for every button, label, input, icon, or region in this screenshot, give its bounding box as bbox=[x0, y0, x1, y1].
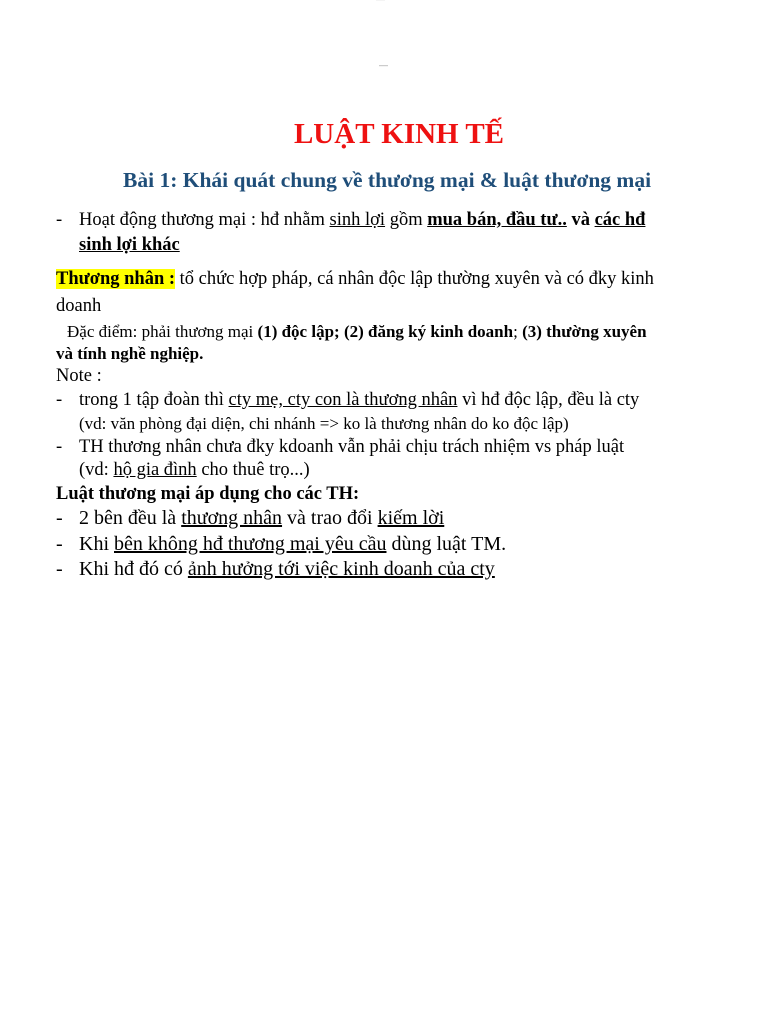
bullet-dash: - bbox=[56, 437, 63, 457]
activity-line-1 bbox=[79, 208, 645, 233]
merchant-line-1 bbox=[56, 267, 654, 292]
merchant-label: Thương nhân : bbox=[56, 269, 176, 289]
features-prefix: Đặc điểm: phải thương mại bbox=[67, 322, 258, 341]
features-line-2: và tính nghề nghiệp. bbox=[56, 344, 204, 363]
note-label: Note : bbox=[56, 366, 102, 386]
note-item-2-ex-prefix: (vd: bbox=[79, 460, 114, 480]
law-apply-item-2-underlined: bên không hđ thương mại yêu cầu bbox=[114, 533, 387, 555]
bullet-dash: - bbox=[56, 533, 63, 555]
note-item-1 bbox=[79, 388, 639, 413]
activity-line-2: sinh lợi khác bbox=[79, 235, 180, 255]
note-item-1-suffix: vì hđ độc lập, đều là cty bbox=[457, 390, 640, 410]
law-apply-item-1-underlined-2: kiếm lời bbox=[377, 507, 445, 529]
activity-and: và bbox=[566, 210, 595, 230]
law-apply-heading: Luật thương mại áp dụng cho các TH: bbox=[56, 484, 360, 504]
law-apply-item-1-text-2: và trao đổi bbox=[282, 507, 378, 529]
activity-prefix: Hoạt động thương mại : hđ nhằm bbox=[79, 210, 330, 230]
law-apply-item-2-text: Khi bbox=[79, 533, 114, 555]
features-bold-1: (1) độc lập; (2) đăng ký kinh doanh bbox=[257, 322, 514, 341]
bullet-dash: - bbox=[56, 558, 63, 580]
document-title: LUẬT KINH TẾ bbox=[293, 118, 505, 150]
law-apply-item-1-underlined-1: thương nhân bbox=[181, 507, 283, 529]
document-subtitle: Bài 1: Khái quát chung về thương mại & luật thương mại bbox=[123, 168, 652, 192]
features-bold-2: (3) thường xuyên bbox=[522, 322, 647, 341]
note-item-2-ex-suffix: cho thuê trọ...) bbox=[196, 460, 310, 480]
activity-mid: gồm bbox=[385, 210, 428, 230]
note-item-2-ex-underlined: hộ gia đình bbox=[113, 460, 197, 480]
header-mark-top bbox=[376, 0, 385, 4]
note-item-1-prefix: trong 1 tập đoàn thì bbox=[79, 390, 229, 410]
activity-bold-1: mua bán, đầu tư.. bbox=[427, 210, 567, 230]
law-apply-item-3-underlined: ảnh hưởng tới việc kinh doanh của cty bbox=[187, 558, 495, 580]
law-apply-item-3 bbox=[79, 557, 495, 582]
bullet-dash: - bbox=[56, 390, 63, 410]
activity-bold-2a: các hđ bbox=[594, 210, 646, 230]
note-item-2-example bbox=[79, 458, 310, 483]
header-mark-mid: — bbox=[379, 60, 388, 70]
note-item-2: TH thương nhân chưa đky kdoanh vẫn phải chịu trách nhiệm vs pháp luật bbox=[79, 437, 625, 457]
note-item-1-underlined: cty mẹ, cty con là thương nhân bbox=[228, 390, 458, 410]
note-item-1-example: (vd: văn phòng đại diện, chi nhánh => ko là thương nhân do ko độc lập) bbox=[79, 414, 569, 433]
law-apply-item-2-text-2: dùng luật TM. bbox=[386, 533, 507, 555]
activity-underlined: sinh lợi bbox=[329, 210, 386, 230]
bullet-dash: - bbox=[56, 507, 63, 529]
bullet-dash: - bbox=[56, 210, 63, 230]
law-apply-item-1-text: 2 bên đều là bbox=[79, 507, 182, 529]
law-apply-item-3-text: Khi hđ đó có bbox=[79, 558, 188, 580]
law-apply-item-1 bbox=[79, 506, 444, 531]
merchant-definition: tổ chức hợp pháp, cá nhân độc lập thường xuyên và có đky kinh bbox=[175, 269, 654, 289]
law-apply-item-2 bbox=[79, 532, 506, 557]
features-semi: ; bbox=[513, 322, 523, 341]
merchant-line-2: doanh bbox=[56, 296, 102, 316]
